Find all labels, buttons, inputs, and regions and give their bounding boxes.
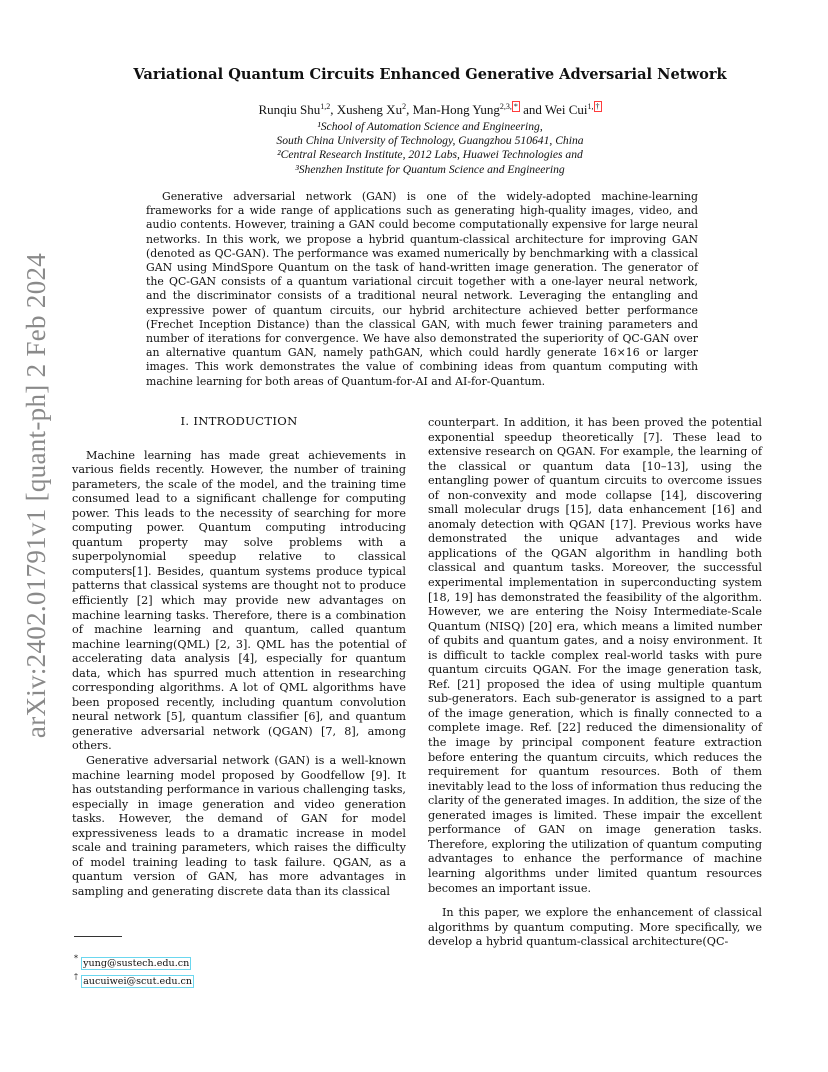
author-name: Wei Cui — [544, 102, 588, 117]
footnote-link[interactable]: * — [513, 102, 518, 111]
arxiv-id-text: arXiv:2402.01791v1 [quant-ph] 2 Feb 2024 — [21, 252, 52, 738]
email-link[interactable]: yung@sustech.edu.cn — [83, 958, 190, 969]
abstract-text: Generative adversarial network (GAN) is one of the widely-adopted machine-learning frameworks for a wide range of applications such as generating high-quality images, video, and audio contents. However, training a GAN could become computationally expensive for large neural networks. In this work, we propose a hybrid quantum-classical architecture for improving GAN (denoted as QC-GAN). The performance was examed numerically by benchmarking with a classical GAN using MindSpore Quantum on the task of hand-written image generation. The generator of the QC-GAN consists of a quantum variational circuit together with a one-layer neural network, and the discriminator consists of a traditional neural network. Leveraging the entangling and expressive power of quantum circuits, our hybrid architecture achieved better performance (Frechet Inception Distance) than the classical GAN, with much fewer training parameters and number of iterations for convergence. We have also demonstrated the superiority of QC-GAN over an alternative quantum GAN, namely pathGAN, which could hardly generate 16×16 or larger images. This work demonstrates the value of combining ideas from quantum computing with machine learning for both areas of Quantum-for-AI and AI-for-Quantum. — [146, 190, 698, 388]
affiliation-line: ¹School of Automation Science and Engineering, — [317, 120, 543, 133]
paper-title: Variational Quantum Circuits Enhanced Generative Adversarial Network — [133, 66, 727, 83]
author-name: Runqiu Shu — [258, 102, 321, 117]
author-name: Man-Hong Yung — [412, 102, 500, 117]
author-affil-sup: 1, — [587, 102, 594, 111]
author-affil-sup: 2,3, — [499, 102, 512, 111]
author-list: Runqiu Shu$^{1,2}$, Xusheng Xu$^2$, Man-Hong Yung$^{2,3, *}$ and Wei Cui$^{1, \dagger}$ — [258, 102, 600, 117]
affiliations — [160, 120, 700, 177]
section-heading: I. INTRODUCTION — [180, 414, 298, 428]
paragraph: Generative adversarial network (GAN) is a well-known machine learning model proposed by Goodfellow [9]. It has outstanding performance in various challenging tasks, especially in image generation and video generation tasks. However, the demand of GAN for model expressiveness leads to a dramatic increase in model scale and training parameters, which raises the difficulty of model training leading to task failure. QGAN, as a quantum version of GAN, has more advantages in sampling and generating discrete data than its classical — [72, 754, 406, 898]
paragraph: Machine learning has made great achievements in various fields recently. However, the number of training parameters, the scale of the model, and the training time consumed lead to a significant challenge for computing power. This leads to the necessity of searching for more computing power. Quantum computing introducing quantum property may solve problems with a superpolynomial speedup relative to classical computers[1]. Besides, quantum systems produce typical patterns that classical systems are thought not to produce efficiently [2] which may provide new advantages on machine learning tasks. Therefore, there is a combination of machine learning and quantum, called quantum machine learning(QML) [2, 3]. QML has the potential of accelerating data analysis [4], especially for quantum data, which has spurred much attention in researching corresponding algorithms. A lot of QML algorithms have been proposed recently, including quantum convolution neural network [5], quantum classifier [6], and quantum generative adversarial network (QGAN) [7, 8], among others. — [72, 448, 406, 753]
author-name: Xusheng Xu — [336, 102, 403, 117]
footnote-link[interactable]: † — [595, 102, 600, 111]
paragraph: In this paper, we explore the enhancement of classical algorithms by quantum computing. More specifically, we develop a hybrid quantum-classical architecture(QC- — [428, 906, 762, 949]
paragraph: counterpart. In addition, it has been proved the potential exponential speedup theoretically [7]. These lead to extensive research on QGAN. For example, the learning of the classical or quantum data [10–13], using the entangling power of quantum circuits to overcome issues of non-convexity and mode collapse [14], discovering small molecular drugs [15], data enhancement [16] and anomaly detection with QGAN [17]. Previous works have demonstrated the unique advantages and wide applications of the QGAN algorithm in handling both classical and quantum tasks. Moreover, the successful experimental implementation in superconducting system [18, 19] has demonstrated the feasibility of the algorithm. However, we are entering the Noisy Intermediate-Scale Quantum (NISQ) [20] era, which means a limited number of qubits and quantum gates, and a noisy environment. It is difficult to tackle complex real-world tasks with pure quantum circuits QGAN. For the image generation task, Ref. [21] proposed the idea of using multiple quantum sub-generators. Each sub-generator is assigned to a part of the image generation, which is finally connected to a complete image. Ref. [22] reduced the dimensionality of the image by principal component feature extraction before entering the quantum circuits, which reduces the requirement for quantum resources. Both of them inevitably lead to the loss of information thus reducing the clarity of the generated images. In addition, the size of the generated images is limited. These impair the excellent performance of GAN on image generation tasks. Therefore, exploring the utilization of quantum computing advantages to enhance the performance of machine learning algorithms under limited quantum resources becomes an important issue. — [428, 416, 762, 895]
affiliation-line: ²Central Research Institute, 2012 Labs, Huawei Technologies and — [277, 148, 583, 162]
author-connector: and — [523, 102, 542, 117]
left-column — [72, 414, 406, 900]
footnote — [74, 970, 194, 988]
footnote — [74, 952, 194, 970]
footnote-mark: * — [74, 954, 78, 963]
footnotes — [74, 952, 194, 988]
affiliation-line: South China University of Technology, Guangzhou 510641, China — [276, 134, 584, 148]
author-affil-sup: 2 — [402, 102, 407, 111]
affiliation-line: ³Shenzhen Institute for Quantum Science and Engineering — [295, 162, 565, 176]
author-affil-sup: 1,2 — [320, 102, 331, 111]
right-column — [428, 416, 762, 950]
email-link[interactable]: aucuiwei@scut.edu.cn — [83, 976, 193, 987]
abstract — [146, 190, 698, 389]
arxiv-side-identifier — [14, 245, 60, 745]
footnote-mark: † — [74, 972, 78, 981]
footnote-rule — [74, 936, 122, 937]
